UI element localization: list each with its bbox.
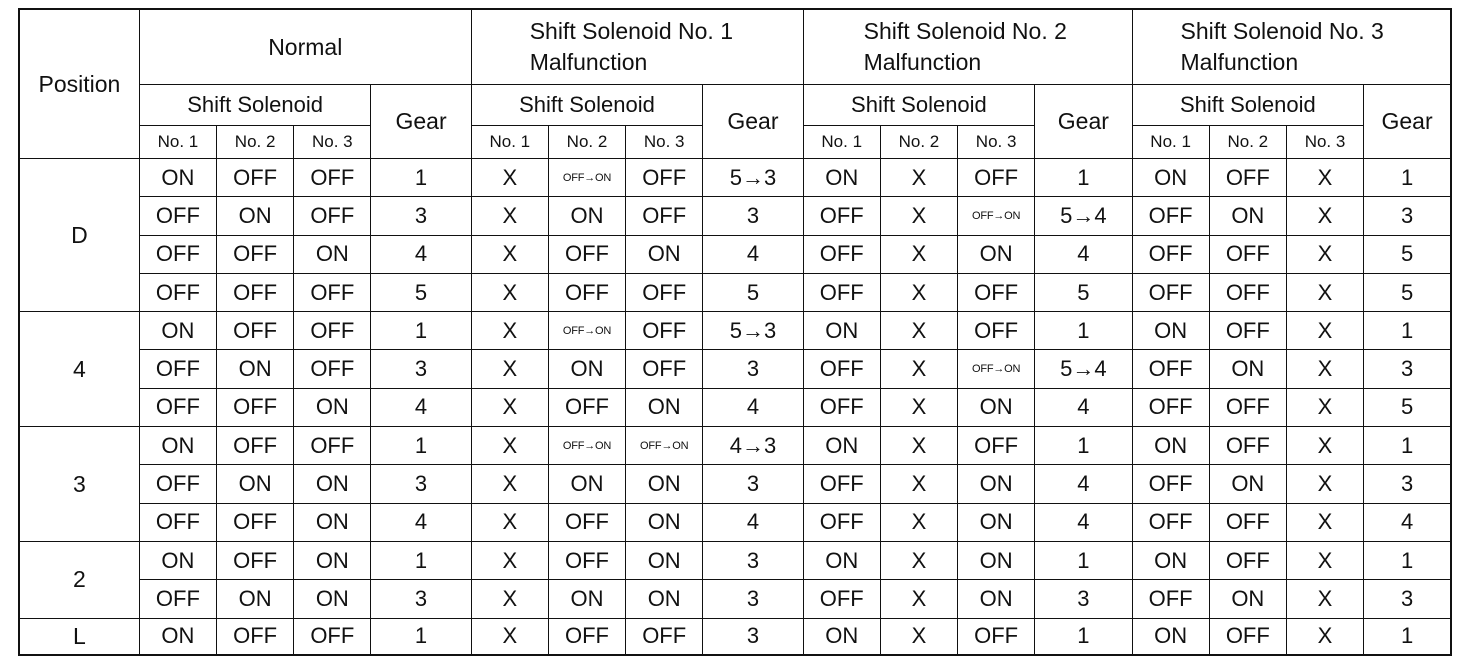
table-row xyxy=(19,541,1451,579)
table-cell: ON xyxy=(294,541,371,579)
table-cell: OFF xyxy=(958,618,1035,655)
solenoid-no1-header: No. 1 xyxy=(803,126,880,159)
solenoid-no2-header: No. 2 xyxy=(880,126,957,159)
table-cell: X xyxy=(1286,273,1363,311)
table-row xyxy=(19,159,1451,197)
table-cell: X xyxy=(1286,388,1363,426)
table-cell: OFF xyxy=(958,427,1035,465)
table-cell: OFF xyxy=(294,197,371,235)
table-cell: OFF xyxy=(217,273,294,311)
table-cell: X xyxy=(1286,427,1363,465)
table-cell: ON xyxy=(626,235,703,273)
solenoid-no2-header: No. 2 xyxy=(1209,126,1286,159)
table-cell: OFF xyxy=(294,312,371,350)
table-cell: X xyxy=(880,503,957,541)
gear-header: Gear xyxy=(1364,85,1451,159)
table-cell: ON xyxy=(548,465,625,503)
table-cell: 5 xyxy=(1364,388,1451,426)
table-cell: OFF xyxy=(217,427,294,465)
table-cell: X xyxy=(880,159,957,197)
solenoid-no3-header: No. 3 xyxy=(294,126,371,159)
position-cell: L xyxy=(19,618,139,655)
table-cell: X xyxy=(471,465,548,503)
table-cell: X xyxy=(1286,312,1363,350)
table-cell: ON xyxy=(1132,427,1209,465)
table-cell: 3 xyxy=(703,350,803,388)
table-cell: X xyxy=(880,541,957,579)
table-cell: OFF xyxy=(294,427,371,465)
table-cell: OFF xyxy=(803,465,880,503)
table-cell: ON xyxy=(626,388,703,426)
table-cell: ON xyxy=(139,541,216,579)
solenoid-table xyxy=(18,8,1452,656)
table-cell: ON xyxy=(217,580,294,618)
table-cell: 3 xyxy=(371,580,471,618)
table-cell: ON xyxy=(803,427,880,465)
table-cell: X xyxy=(1286,159,1363,197)
table-cell: X xyxy=(880,197,957,235)
table-cell: 4 xyxy=(703,235,803,273)
table-row xyxy=(19,388,1451,426)
table-cell: OFF xyxy=(294,159,371,197)
table-cell: 3 xyxy=(703,580,803,618)
table-cell: OFF xyxy=(294,273,371,311)
table-cell: 1 xyxy=(1364,159,1451,197)
table-cell: X xyxy=(1286,618,1363,655)
table-cell: X xyxy=(880,618,957,655)
table-cell: X xyxy=(880,235,957,273)
table-cell: X xyxy=(880,273,957,311)
table-cell: 3 xyxy=(703,197,803,235)
table-cell: OFF xyxy=(217,388,294,426)
table-cell: 1 xyxy=(371,541,471,579)
table-cell: 4 xyxy=(703,388,803,426)
table-cell: OFF→ON xyxy=(548,312,625,350)
table-cell: OFF xyxy=(139,503,216,541)
table-cell: OFF→ON xyxy=(958,197,1035,235)
solenoid-no1-header: No. 1 xyxy=(139,126,216,159)
table-cell: OFF xyxy=(139,235,216,273)
table-cell: X xyxy=(880,465,957,503)
table-cell: ON xyxy=(1209,350,1286,388)
table-cell: ON xyxy=(1132,541,1209,579)
table-row xyxy=(19,197,1451,235)
position-cell: 3 xyxy=(19,427,139,542)
table-cell: 4 xyxy=(1035,465,1132,503)
table-cell: OFF xyxy=(548,273,625,311)
table-cell: X xyxy=(471,197,548,235)
table-cell: OFF xyxy=(803,197,880,235)
table-cell: OFF xyxy=(803,350,880,388)
group-header-solenoid-3-malfunction: Shift Solenoid No. 3 Malfunction xyxy=(1132,9,1451,85)
table-cell: OFF xyxy=(217,503,294,541)
table-cell: 4 xyxy=(371,235,471,273)
table-cell: OFF xyxy=(548,541,625,579)
table-cell: OFF xyxy=(294,350,371,388)
table-cell: OFF xyxy=(139,350,216,388)
table-cell: OFF xyxy=(626,312,703,350)
table-cell: 3 xyxy=(1035,580,1132,618)
gear-header: Gear xyxy=(703,85,803,159)
table-cell: X xyxy=(1286,580,1363,618)
table-cell: ON xyxy=(294,388,371,426)
table-cell: OFF→ON xyxy=(548,159,625,197)
table-cell: OFF xyxy=(294,618,371,655)
position-cell: 2 xyxy=(19,541,139,618)
table-cell: X xyxy=(1286,235,1363,273)
table-cell: ON xyxy=(294,503,371,541)
table-cell: OFF xyxy=(626,159,703,197)
table-cell: 5 xyxy=(1364,235,1451,273)
table-cell: 5→4 xyxy=(1035,350,1132,388)
table-row xyxy=(19,465,1451,503)
table-row xyxy=(19,312,1451,350)
table-cell: ON xyxy=(958,465,1035,503)
table-cell: ON xyxy=(803,312,880,350)
table-cell: ON xyxy=(803,541,880,579)
table-cell: OFF xyxy=(1132,388,1209,426)
group-header-solenoid-1-malfunction: Shift Solenoid No. 1 Malfunction xyxy=(471,9,803,85)
table-cell: 4 xyxy=(703,503,803,541)
table-cell: 5→3 xyxy=(703,312,803,350)
table-cell: X xyxy=(471,427,548,465)
table-cell: OFF xyxy=(139,197,216,235)
table-cell: OFF xyxy=(626,350,703,388)
shift-solenoid-header: Shift Solenoid xyxy=(471,85,703,126)
table-cell: ON xyxy=(1209,580,1286,618)
position-cell: 4 xyxy=(19,312,139,427)
table-cell: ON xyxy=(139,618,216,655)
table-cell: OFF→ON xyxy=(958,350,1035,388)
table-cell: X xyxy=(1286,197,1363,235)
table-cell: 1 xyxy=(1364,312,1451,350)
table-cell: X xyxy=(471,159,548,197)
table-cell: OFF xyxy=(1132,503,1209,541)
table-cell: OFF xyxy=(1209,618,1286,655)
table-cell: OFF xyxy=(548,388,625,426)
table-cell: 3 xyxy=(371,197,471,235)
table-cell: 1 xyxy=(1035,159,1132,197)
table-cell: ON xyxy=(1132,312,1209,350)
table-cell: 1 xyxy=(371,618,471,655)
table-cell: OFF xyxy=(626,618,703,655)
table-cell: OFF xyxy=(217,618,294,655)
solenoid-no3-header: No. 3 xyxy=(1286,126,1363,159)
table-row xyxy=(19,618,1451,655)
table-row xyxy=(19,580,1451,618)
solenoid-no2-header: No. 2 xyxy=(548,126,625,159)
table-cell: OFF xyxy=(139,580,216,618)
table-cell: OFF xyxy=(1132,273,1209,311)
table-cell: 3 xyxy=(703,465,803,503)
table-cell: ON xyxy=(958,388,1035,426)
table-cell: OFF xyxy=(1209,541,1286,579)
table-cell: X xyxy=(1286,503,1363,541)
table-cell: 1 xyxy=(1035,541,1132,579)
table-cell: 4 xyxy=(371,388,471,426)
table-body xyxy=(19,159,1451,656)
table-cell: 3 xyxy=(1364,197,1451,235)
table-cell: OFF xyxy=(1209,503,1286,541)
solenoid-no2-header: No. 2 xyxy=(217,126,294,159)
position-cell: D xyxy=(19,159,139,312)
table-cell: 5→3 xyxy=(703,159,803,197)
table-cell: 5 xyxy=(1035,273,1132,311)
table-cell: X xyxy=(471,273,548,311)
table-cell: 3 xyxy=(703,618,803,655)
table-cell: ON xyxy=(217,197,294,235)
table-cell: ON xyxy=(626,503,703,541)
table-cell: OFF xyxy=(1132,197,1209,235)
table-cell: X xyxy=(880,580,957,618)
table-row xyxy=(19,235,1451,273)
table-cell: 4 xyxy=(371,503,471,541)
table-cell: ON xyxy=(1132,159,1209,197)
shift-solenoid-header: Shift Solenoid xyxy=(139,85,371,126)
table-cell: X xyxy=(880,350,957,388)
table-cell: OFF xyxy=(139,388,216,426)
table-cell: OFF xyxy=(1132,465,1209,503)
table-cell: OFF→ON xyxy=(548,427,625,465)
table-cell: OFF xyxy=(803,503,880,541)
table-cell: ON xyxy=(626,541,703,579)
table-cell: OFF xyxy=(958,312,1035,350)
group-header-solenoid-2-malfunction: Shift Solenoid No. 2 Malfunction xyxy=(803,9,1132,85)
table-cell: ON xyxy=(217,465,294,503)
table-cell: OFF xyxy=(1209,235,1286,273)
table-cell: X xyxy=(471,503,548,541)
table-cell: OFF xyxy=(548,618,625,655)
solenoid-no1-header: No. 1 xyxy=(471,126,548,159)
table-cell: 4→3 xyxy=(703,427,803,465)
table-cell: 1 xyxy=(1364,541,1451,579)
table-cell: X xyxy=(880,312,957,350)
table-cell: ON xyxy=(139,159,216,197)
table-cell: ON xyxy=(626,580,703,618)
table-cell: OFF xyxy=(803,580,880,618)
table-cell: 1 xyxy=(371,159,471,197)
table-cell: ON xyxy=(548,580,625,618)
table-cell: 1 xyxy=(1035,618,1132,655)
table-cell: 3 xyxy=(371,350,471,388)
table-cell: OFF xyxy=(217,235,294,273)
table-cell: ON xyxy=(626,465,703,503)
table-cell: 3 xyxy=(1364,580,1451,618)
table-cell: OFF xyxy=(1132,350,1209,388)
table-cell: ON xyxy=(294,465,371,503)
table-cell: ON xyxy=(294,580,371,618)
table-cell: ON xyxy=(958,235,1035,273)
table-cell: OFF xyxy=(1209,273,1286,311)
table-cell: X xyxy=(471,541,548,579)
table-cell: X xyxy=(471,312,548,350)
table-cell: 5 xyxy=(371,273,471,311)
table-row xyxy=(19,350,1451,388)
table-cell: X xyxy=(471,580,548,618)
shift-solenoid-header: Shift Solenoid xyxy=(803,85,1035,126)
gear-header: Gear xyxy=(371,85,471,159)
table-cell: OFF xyxy=(1209,427,1286,465)
table-cell: ON xyxy=(958,503,1035,541)
table-cell: 1 xyxy=(1035,427,1132,465)
solenoid-no3-header: No. 3 xyxy=(626,126,703,159)
table-cell: X xyxy=(471,350,548,388)
table-cell: 1 xyxy=(371,427,471,465)
table-cell: 1 xyxy=(1035,312,1132,350)
table-cell: OFF xyxy=(217,159,294,197)
table-cell: 3 xyxy=(371,465,471,503)
table-cell: 3 xyxy=(1364,465,1451,503)
table-cell: 5 xyxy=(1364,273,1451,311)
shift-solenoid-header: Shift Solenoid xyxy=(1132,85,1364,126)
table-cell: OFF xyxy=(217,541,294,579)
table-cell: ON xyxy=(139,427,216,465)
table-cell: OFF xyxy=(1132,580,1209,618)
table-cell: X xyxy=(1286,350,1363,388)
table-cell: ON xyxy=(217,350,294,388)
table-cell: OFF xyxy=(958,159,1035,197)
table-cell: OFF xyxy=(139,465,216,503)
table-cell: 3 xyxy=(1364,350,1451,388)
table-cell: X xyxy=(1286,465,1363,503)
table-cell: ON xyxy=(958,580,1035,618)
table-cell: ON xyxy=(548,350,625,388)
table-cell: 1 xyxy=(371,312,471,350)
table-cell: X xyxy=(471,235,548,273)
table-row xyxy=(19,427,1451,465)
table-cell: X xyxy=(880,388,957,426)
table-cell: X xyxy=(880,427,957,465)
table-row xyxy=(19,273,1451,311)
table-cell: ON xyxy=(548,197,625,235)
table-cell: 1 xyxy=(1364,427,1451,465)
table-cell: OFF xyxy=(803,235,880,273)
solenoid-no1-header: No. 1 xyxy=(1132,126,1209,159)
table-cell: 3 xyxy=(703,541,803,579)
table-cell: X xyxy=(471,618,548,655)
table-cell: 5 xyxy=(703,273,803,311)
table-cell: 1 xyxy=(1364,618,1451,655)
table-cell: OFF xyxy=(548,235,625,273)
table-cell: OFF xyxy=(217,312,294,350)
table-cell: ON xyxy=(1132,618,1209,655)
table-cell: OFF xyxy=(139,273,216,311)
table-cell: 4 xyxy=(1035,235,1132,273)
solenoid-no3-header: No. 3 xyxy=(958,126,1035,159)
table-cell: OFF xyxy=(1132,235,1209,273)
table-row xyxy=(19,503,1451,541)
table-cell: ON xyxy=(958,541,1035,579)
table-cell: OFF xyxy=(1209,388,1286,426)
table-cell: 4 xyxy=(1035,388,1132,426)
position-header: Position xyxy=(19,9,139,159)
table-cell: OFF xyxy=(1209,312,1286,350)
table-cell: ON xyxy=(803,618,880,655)
table-cell: OFF xyxy=(626,197,703,235)
table-cell: ON xyxy=(1209,197,1286,235)
table-cell: 4 xyxy=(1035,503,1132,541)
table-cell: X xyxy=(1286,541,1363,579)
table-cell: ON xyxy=(1209,465,1286,503)
table-cell: 4 xyxy=(1364,503,1451,541)
group-header-normal: Normal xyxy=(139,9,471,85)
table-cell: X xyxy=(471,388,548,426)
table-cell: OFF xyxy=(803,388,880,426)
table-cell: OFF xyxy=(803,273,880,311)
table-cell: OFF xyxy=(958,273,1035,311)
gear-header: Gear xyxy=(1035,85,1132,159)
table-cell: 5→4 xyxy=(1035,197,1132,235)
table-cell: OFF xyxy=(626,273,703,311)
table-cell: OFF xyxy=(548,503,625,541)
table-cell: ON xyxy=(139,312,216,350)
table-cell: ON xyxy=(803,159,880,197)
table-cell: OFF xyxy=(1209,159,1286,197)
table-cell: OFF→ON xyxy=(626,427,703,465)
table-cell: ON xyxy=(294,235,371,273)
